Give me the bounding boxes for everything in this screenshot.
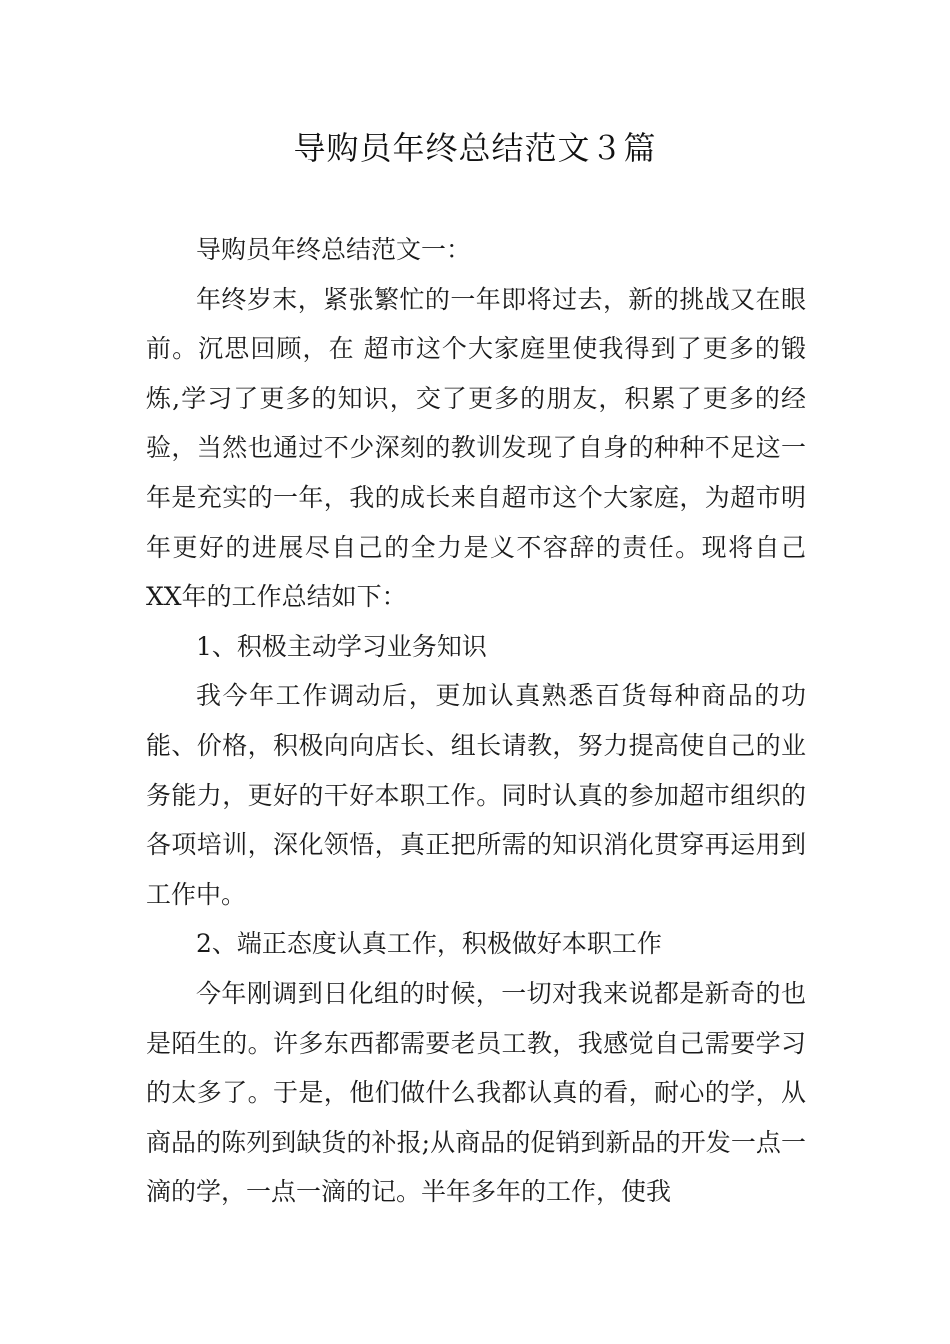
- section-heading-one: 导购员年终总结范文一：: [196, 235, 472, 264]
- intro-paragraph: 年终岁末，紧张繁忙的一年即将过去，新的挑战又在眼前。沉思回顾，在 超市这个大家庭里使我得到了更多的锻炼,学习了更多的知识，交了更多的朋友，积累了更多的经验，当然也通过不少深刻的教训发现了自身的种种不足这一年是充实的一年，我的成长来自超市这个大家庭，为超市明年更好的进展尽自己的全力是义不容辞的责任。现将自己XX年的工作总结如下：: [146, 284, 806, 612]
- point-heading-2: 2、端正态度认真工作，积极做好本职工作: [196, 929, 662, 959]
- document-body: [146, 225, 806, 1217]
- point-paragraph-1: 我今年工作调动后，更加认真熟悉百货每种商品的功能、价格，积极向向店长、组长请教，努力提高使自己的业务能力，更好的干好本职工作。同时认真的参加超市组织的各项培训，深化领悟，真正把所需的知识消化贯穿再运用到工作中。: [146, 681, 806, 909]
- point-paragraph-2: 今年刚调到日化组的时候，一切对我来说都是新奇的也是陌生的。许多东西都需要老员工教，我感觉自己需要学习的太多了。于是，他们做什么我都认真的看，耐心的学，从商品的陈列到缺货的补报;从商品的促销到新品的开发一点一滴的学，一点一滴的记。半年多年的工作，使我: [146, 978, 806, 1207]
- point-heading-1: 1、积极主动学习业务知识: [196, 631, 487, 661]
- document-title: 导购员年终总结范文３篇: [293, 129, 657, 167]
